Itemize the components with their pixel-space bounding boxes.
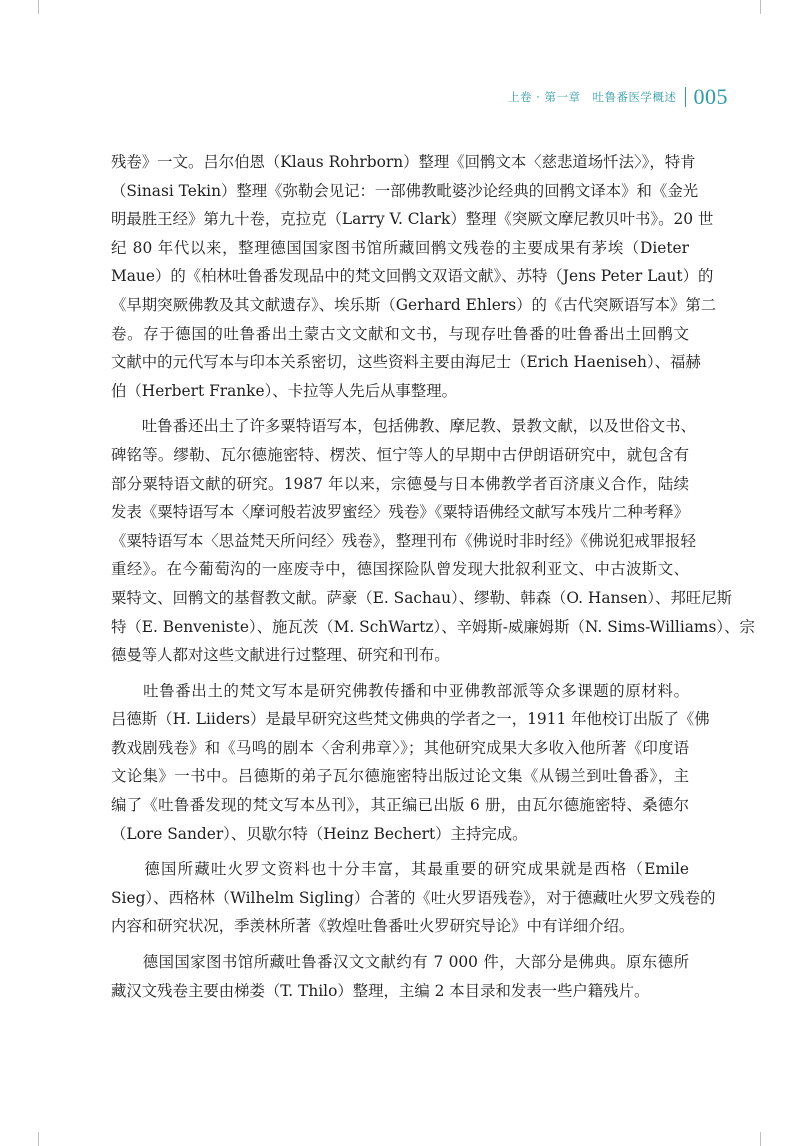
text-line: 德国国家图书馆所藏吐鲁番汉文文献约有 7 000 件，大部分是佛典。原东德所 [111,953,689,972]
text-line: 编了《吐鲁番发现的梵文写本丛刊》，其正编已出版 6 册，由瓦尔德施密特、桑德尔 [111,796,689,815]
paragraph-3 [111,677,710,849]
text-line: 教戏剧残卷》和《马鸣的剧本〈舍利弗章〉》；其他研究成果大多收入他所著《印度语 [111,738,689,757]
text-line: 德国所藏吐火罗文资料也十分丰富，其最重要的研究成果就是西格（Emile [111,860,689,879]
crop-mark-bottom-left [38,1132,39,1146]
text-line: 吐鲁番出土的梵文写本是研究佛教传播和中亚佛教部派等众多课题的原材料。 [111,681,689,700]
body-text [111,148,755,1012]
text-line: 德曼等人都对这些文献进行过整理、研究和刊布。 [111,646,450,665]
text-line: 部分粟特语文献的研究。1987 年以来，宗德曼与日本佛教学者百济康义合作，陆续 [111,474,689,493]
text-line: 残卷》一文。吕尔伯恩（Klaus Rohrborn）整理《回鹘文本〈慈悲道场忏法〉》，特肯 [111,153,696,171]
text-line: 纪 80 年代以来，整理德国国家图书馆所藏回鹘文残卷的主要成果有茅埃（Dieter [111,238,689,257]
paragraph-1 [111,148,717,405]
text-line: 内容和研究状况，季羡林所著《敦煌吐鲁番吐火罗研究导论》中有详细介绍。 [111,917,635,936]
text-line: 藏汉文残卷主要由梯娄（T. Thilo）整理，主编 2 本目录和发表一些户籍残片。 [111,981,650,1000]
text-line: 特（E. Benveniste）、施瓦茨（M. SchWartz）、辛姆斯-威廉姆斯（N. Sims-Williams）、宗 [111,617,755,636]
crop-mark-top-right [760,0,761,14]
text-line: 文献中的元代写本与印本关系密切，这些资料主要由海尼士（Erich Haeniseh）、福赫 [111,353,701,372]
text-line: 伯（Herbert Franke）、卡拉等人先后从事整理。 [111,381,457,400]
text-line: 粟特文、回鹘文的基督教文献。萨豪（E. Sachau）、缪勒、韩森（O. Hansen）、邦旺尼斯 [111,588,732,607]
header-divider [685,87,686,107]
crop-mark-bottom-right [760,1132,761,1146]
text-line: 重经》。在今葡萄沟的一座废寺中，德国探险队曾发现大批叙利亚文、中古波斯文、 [111,560,689,579]
text-line: 发表《粟特语写本〈摩诃般若波罗蜜经〉残卷》《粟特语佛经文献写本残片二种考释》 [111,503,689,522]
page-number: 005 [693,84,728,109]
text-line: （Lore Sander）、贝歇尔特（Heinz Bechert）主持完成。 [111,824,528,843]
text-line: 碑铭等。缪勒、瓦尔德施密特、楞茨、恒宁等人的早期中古伊朗语研究中，就包含有 [111,445,689,464]
text-line: 吕德斯（H. Liiders）是最早研究这些梵文佛典的学者之一，1911 年他校订出版了《佛 [111,710,710,729]
running-title: 上卷 · 第一章 吐鲁番医学概述 [508,90,677,104]
paragraph-4 [111,855,716,941]
text-line: 《粟特语写本〈思益梵天所问经〉残卷》，整理刊布《佛说时非时经》《佛说犯戒罪报轻 [111,531,696,550]
text-line: 文论集》一书中。吕德斯的弟子瓦尔德施密特出版过论文集《从锡兰到吐鲁番》，主 [111,767,689,786]
paragraph-5 [111,948,689,1005]
text-line: （Sinasi Tekin）整理《弥勒会见记：一部佛教毗婆沙论经典的回鹘文译本》和《金光 [111,181,699,200]
crop-mark-top-left [38,0,39,14]
text-line: Sieg）、西格林（Wilhelm Sigling）合著的《吐火罗语残卷》，对于德藏吐火罗文残卷的 [111,888,716,907]
paragraph-2 [111,412,755,669]
text-line: Maue）的《柏林吐鲁番发现品中的梵文回鹘文双语文献》、苏特（Jens Peter Laut）的 [111,267,714,286]
running-header [508,84,728,110]
text-line: 吐鲁番还出土了许多粟特语写本，包括佛教、摩尼教、景教文献，以及世俗文书、 [111,417,696,436]
text-line: 《早期突厥佛教及其文献遗存》、埃乐斯（Gerhard Ehlers）的《古代突厥语写本》第二 [111,295,717,314]
text-line: 卷。存于德国的吐鲁番出土蒙古文文献和文书，与现存吐鲁番的吐鲁番出土回鹘文 [111,324,689,343]
text-line: 明最胜王经》第九十卷，克拉克（Larry V. Clark）整理《突厥文摩尼教贝叶书》。20 世 [111,210,714,229]
